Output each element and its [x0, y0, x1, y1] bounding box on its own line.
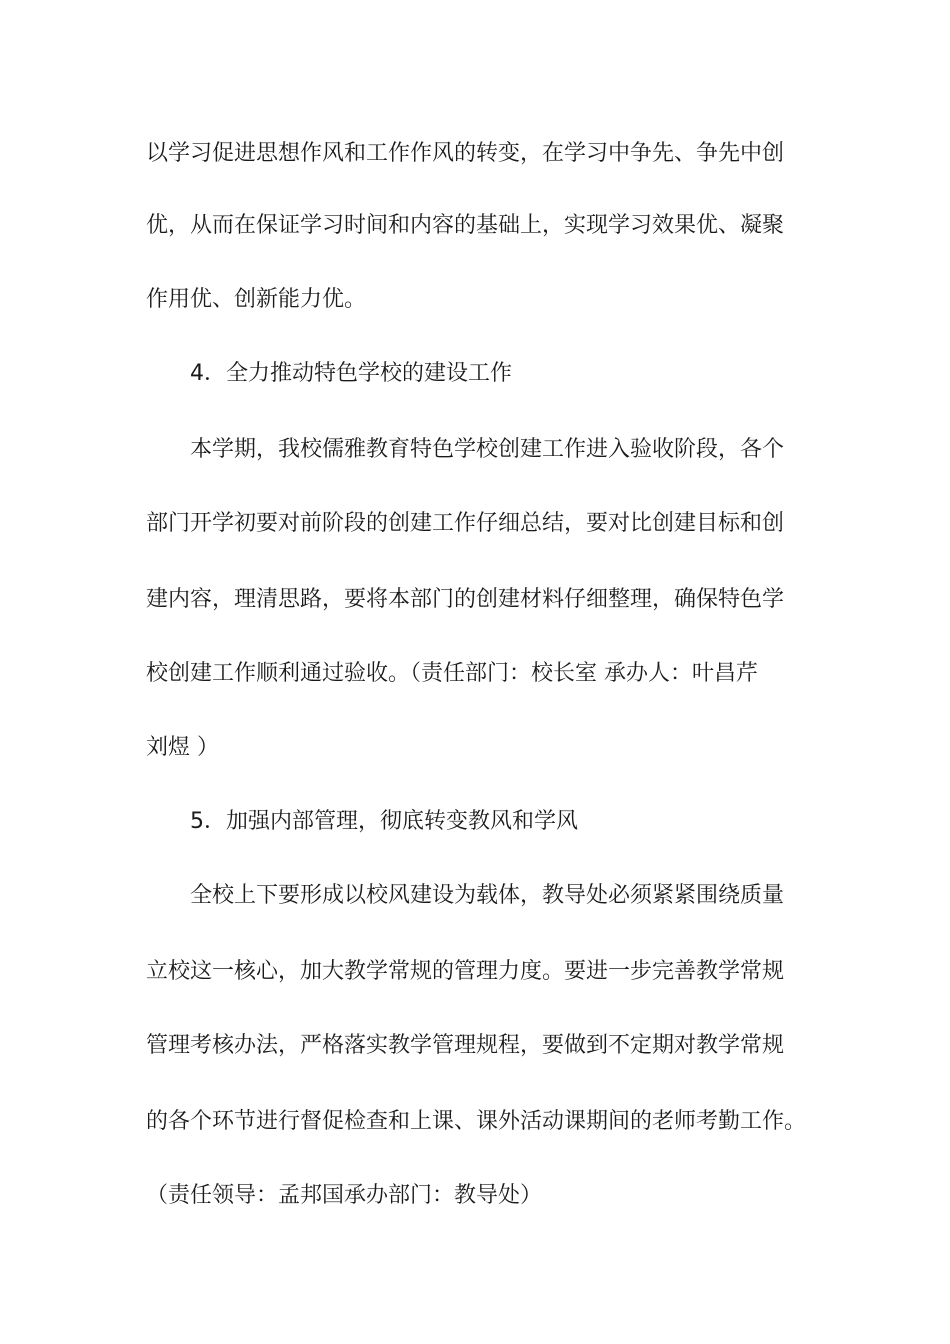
section-heading-4: 4．全力推动特色学校的建设工作 — [190, 361, 512, 386]
paragraph-line: （责任领导：孟邦国承办部门：教导处） — [146, 1183, 543, 1208]
paragraph-line: 管理考核办法，严格落实教学管理规程，要做到不定期对教学常规 — [146, 1033, 785, 1058]
paragraph-line: 建内容，理清思路，要将本部门的创建材料仔细整理，确保特色学 — [146, 587, 785, 612]
paragraph-line: 的各个环节进行督促检查和上课、课外活动课期间的老师考勤工作。 — [146, 1109, 807, 1134]
paragraph-line: 部门开学初要对前阶段的创建工作仔细总结，要对比创建目标和创 — [146, 511, 785, 536]
paragraph-line: 本学期，我校儒雅教育特色学校创建工作进入验收阶段，各个 — [190, 437, 785, 462]
paragraph-line: 优，从而在保证学习时间和内容的基础上，实现学习效果优、凝聚 — [146, 213, 785, 238]
paragraph-line: 以学习促进思想作风和工作作风的转变，在学习中争先、争先中创 — [146, 141, 785, 166]
section-heading-5: 5．加强内部管理，彻底转变教风和学风 — [190, 809, 578, 834]
paragraph-line: 立校这一核心，加大教学常规的管理力度。要进一步完善教学常规 — [146, 959, 785, 984]
paragraph-line: 刘煜 ） — [146, 735, 219, 760]
paragraph-line: 全校上下要形成以校风建设为载体，教导处必须紧紧围绕质量 — [190, 883, 785, 908]
paragraph-line: 作用优、创新能力优。 — [146, 287, 367, 312]
paragraph-line: 校创建工作顺利通过验收。（责任部门：校长室 承办人：叶昌芹 — [146, 661, 758, 686]
